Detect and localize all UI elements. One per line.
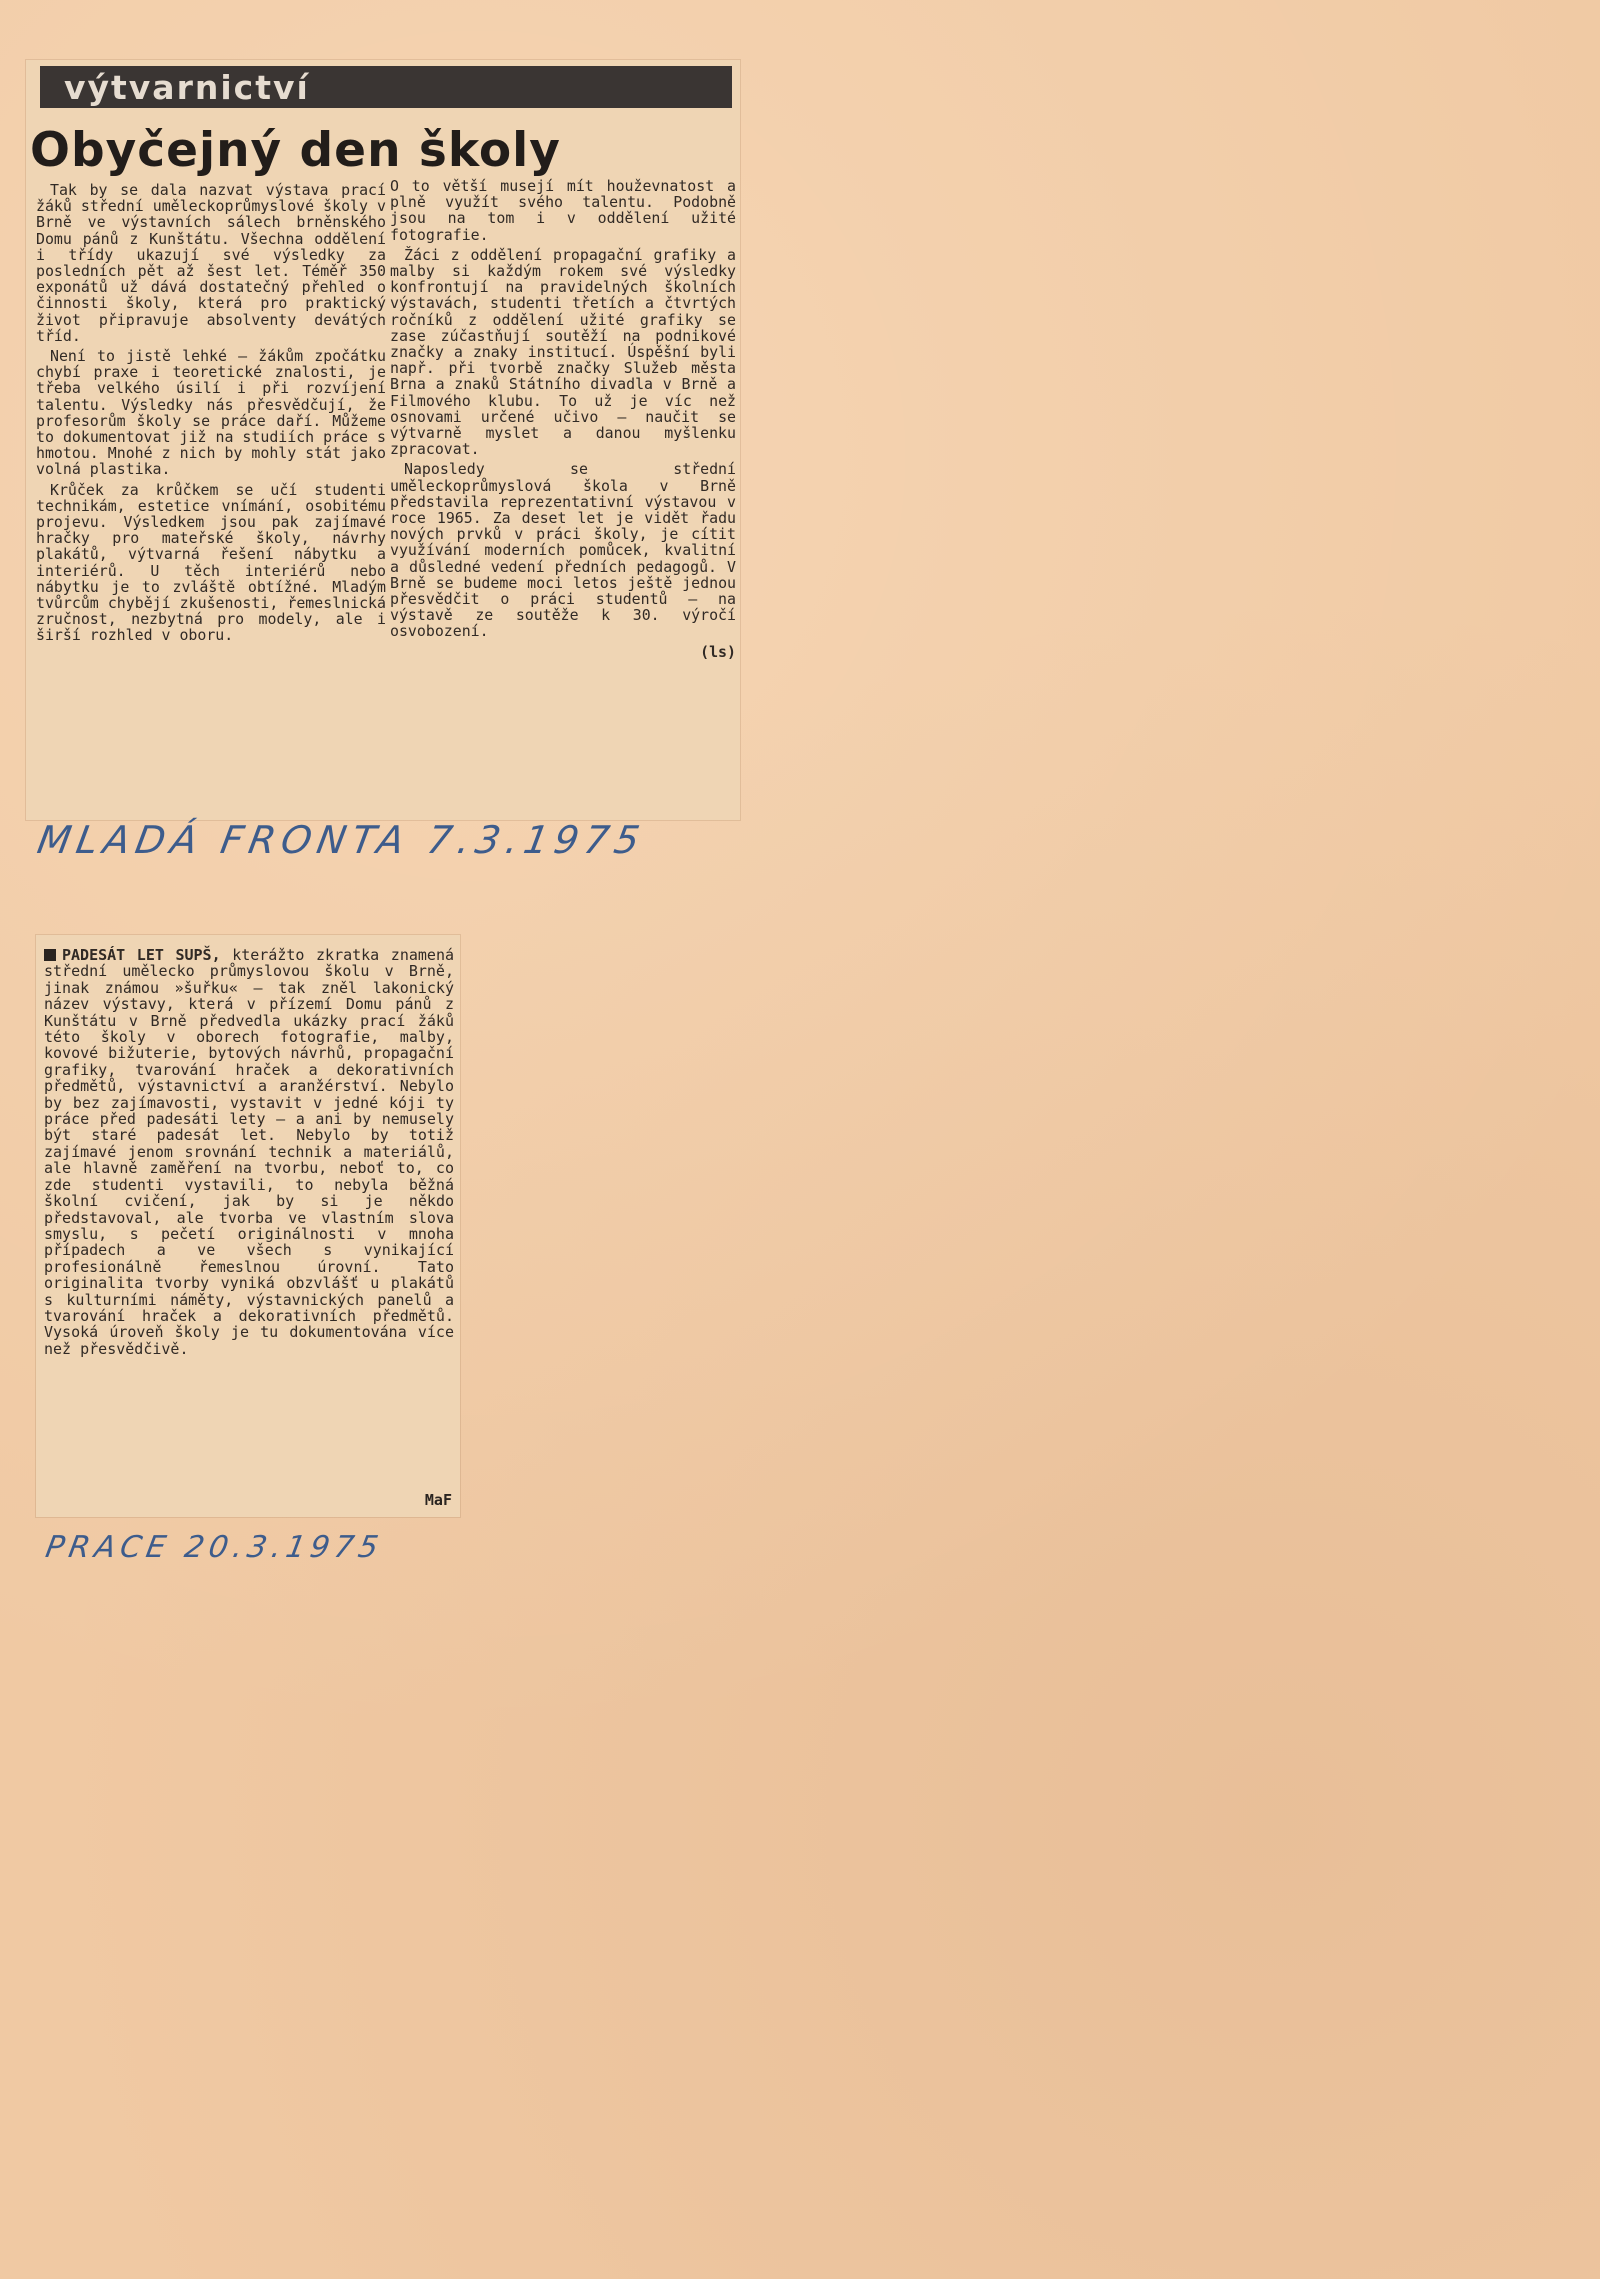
paragraph: Tak by se dala nazvat výstava prací žáků střední uměleckoprůmyslové školy v Brně ve výstavních sálech brněnského Domu pánů z Kunštátu. Všechna oddělení i třídy ukazují své výsledky za posledních pět až šest let. Téměř 350 exponátů už dává dostatečný přehled o činnosti školy, která pro praktický život připravuje absolventy devátých tříd. <box>36 181 386 345</box>
handwritten-source-note: MLADÁ FRONTA 7.3.1975 <box>34 818 649 862</box>
short-article-lead: PADESÁT LET SUPŠ, <box>62 946 221 964</box>
paragraph: O to větší musejí mít houževnatost a plně využít svého talentu. Podobně jsou na tom i v oddělení užité fotografie. <box>390 177 736 244</box>
newspaper-clipping-1 <box>26 60 740 820</box>
author-signature: MaF <box>424 1491 452 1509</box>
paragraph: Krůček za krůčkem se učí studenti technikám, estetice vnímání, osobitému projevu. Výsledkem jsou pak zajímavé hračky pro mateřské školy, návrhy plakátů, výtvarná řešení nábytku a interiérů. U těch interiérů nebo nábytku je to zvláště obtížné. Mladým tvůrcům chybějí zkušenosti, řemeslnická zručnost, nezbytná pro modely, ale i širší rozhled v oboru. <box>36 480 386 645</box>
paragraph: Není to jistě lehké — žákům zpočátku chybí praxe i teoretické znalosti, je třeba velkého úsilí i při rozvíjení talentu. Výsledky nás přesvědčují, že profesorům školy se práce daří. Můžeme to dokumentovat již na studiích práce s hmotou. Mnohé z nich by mohly stát jako volná plastika. <box>36 347 386 479</box>
section-rubric <box>40 66 732 108</box>
paragraph: Naposledy se střední uměleckoprůmyslová škola v Brně představila reprezentativní výstavou v roce 1965. Za deset let je vidět řadu nových prvků v práci školy, je cítit využívání moderních pomůcek, kvalitní a důsledné vedení předních pedagogů. V Brně se budeme moci letos ještě jednou přesvědčit o práci studentů — na výstavě ze soutěže k 30. výročí osvobození. <box>390 460 736 641</box>
author-signature: (ls) <box>700 642 736 661</box>
article-column-right <box>390 178 736 660</box>
newspaper-clipping-2 <box>36 935 460 1517</box>
article-headline: Obyčejný den školy <box>30 123 561 178</box>
bullet-square-icon <box>44 949 56 961</box>
article-column-left <box>36 182 386 648</box>
section-rubric-label: výtvarnictví <box>64 68 310 107</box>
short-article-text <box>44 947 454 1357</box>
short-article-body: kterážto zkratka znamená střední umělecko průmyslovou školu v Brně, jinak známou »šuřku« — tak zněl lakonický název výstavy, která v přízemí Domu pánů z Kunštátu v Brně předvedla ukázky prací žáků této školy v oborech fotografie, malby, kovové bižuterie, bytových návrhů, propagační grafiky, tvarování hraček a dekorativních předmětů, výstavnictví a aranžérství. Nebylo by bez zajímavosti, vystavit v jedné kóji ty práce před padesáti lety — a ani by nemusely být staré padesát let. Nebylo by totiž zajímavé jenom srovnání technik a materiálů, ale hlavně zaměření na tvorbu, neboť to, co zde studenti vystavili, to nebyla běžná školní cvičení, jak by si je někdo představoval, ale tvorba ve vlastním slova smyslu, s pečetí originálnosti v mnoha případech a ve všech s vynikající profesionálně řemeslnou úrovní. Tato originalita tvorby vyniká obzvlášť u plakátů s kulturními náměty, výstavnických panelů a tvarování hraček a dekorativních předmětů. Vysoká úroveň školy je tu dokumentována více než přesvědčivě. <box>44 946 455 1358</box>
handwritten-source-note: PRACE 20.3.1975 <box>42 1530 386 1565</box>
paragraph: Žáci z oddělení propagační grafiky a malby si každým rokem své výsledky konfrontují na pravidelných školních výstavách, studenti třetích a čtvrtých ročníků z oddělení užité grafiky se zase zúčastňují soutěží na podnikové značky a znaky institucí. Úspěšní byli např. při tvorbě značky Služeb města Brna a znaků Státního divadla v Brně a Filmového klubu. To už je víc než osnovami určené učivo — naučit se výtvarně myslet a danou myšlenku zpracovat. <box>390 245 736 459</box>
